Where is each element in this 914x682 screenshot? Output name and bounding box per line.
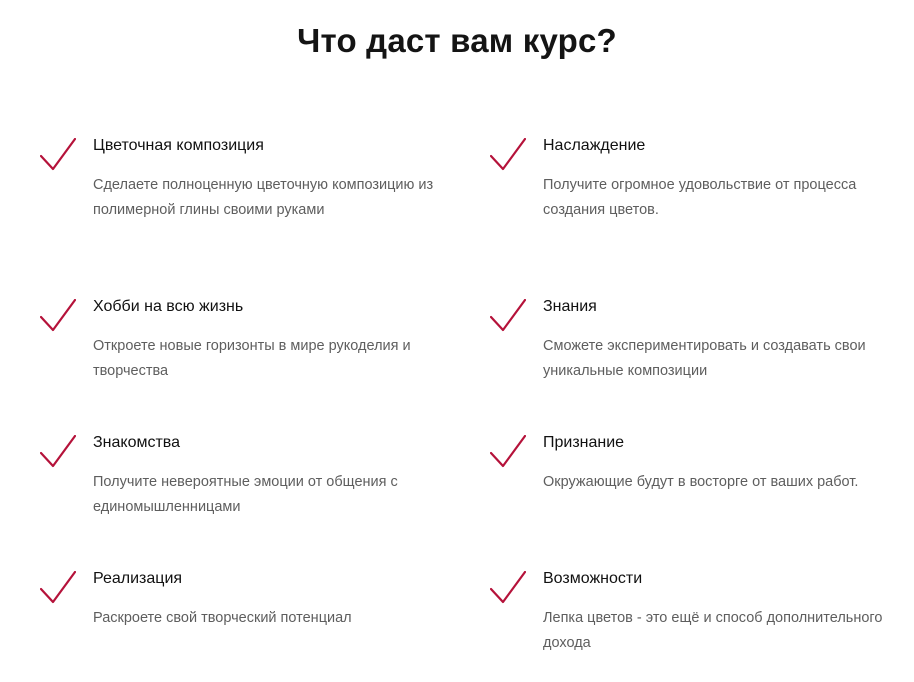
section-title: Что даст вам курс? bbox=[297, 22, 617, 59]
benefit-description: Раскроете свой творческий потенциал bbox=[93, 610, 352, 626]
benefit-title: Знакомства bbox=[93, 434, 181, 451]
checkmark-icon bbox=[40, 435, 76, 469]
benefit-description: Откроете новые горизонты в мире рукоделия и творчества bbox=[93, 338, 411, 379]
benefit-title: Знания bbox=[543, 298, 597, 315]
benefit-description: Получите огромное удовольствие от процесса создания цветов. bbox=[543, 177, 857, 218]
benefit-description: Окружающие будут в восторге от ваших работ. bbox=[543, 474, 859, 490]
checkmark-icon bbox=[40, 571, 76, 605]
benefit-description: Получите невероятные эмоции от общения с единомышленницами bbox=[93, 474, 398, 515]
benefit-title: Наслаждение bbox=[543, 137, 646, 154]
benefit-title: Хобби на всю жизнь bbox=[93, 298, 244, 315]
benefit-description: Сделаете полноценную цветочную композицию из полимерной глины своими руками bbox=[93, 177, 434, 218]
checkmark-icon bbox=[40, 299, 76, 333]
checkmark-icon bbox=[490, 435, 526, 469]
benefit-title: Признание bbox=[543, 434, 625, 451]
checkmark-icon bbox=[490, 299, 526, 333]
checkmark-icon bbox=[490, 571, 526, 605]
benefit-title: Возможности bbox=[543, 570, 643, 587]
benefit-description: Лепка цветов - это ещё и способ дополнительного дохода bbox=[543, 610, 883, 651]
checkmark-icon bbox=[490, 138, 526, 172]
benefit-title: Реализация bbox=[93, 570, 183, 587]
benefit-description: Сможете экспериментировать и создавать свои уникальные композиции bbox=[543, 338, 866, 379]
checkmark-icon bbox=[40, 138, 76, 172]
benefit-title: Цветочная композиция bbox=[93, 137, 264, 154]
